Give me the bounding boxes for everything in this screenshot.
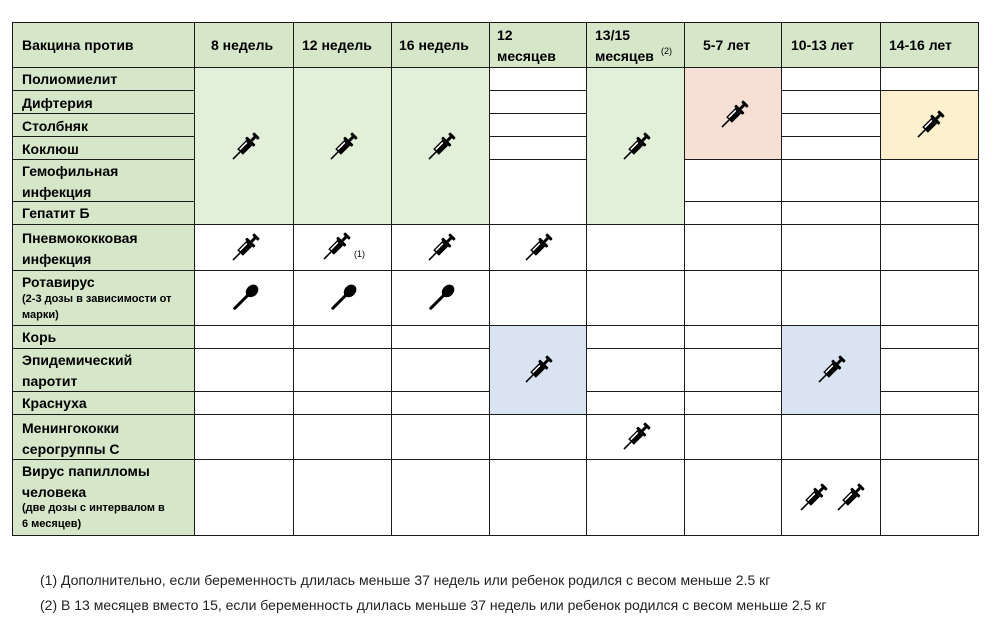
row-divider	[880, 90, 979, 91]
syringe-icon	[913, 108, 947, 147]
syringe-icon	[326, 130, 360, 169]
row-divider	[586, 348, 782, 349]
row-divider	[12, 90, 195, 91]
spoon-icon	[228, 281, 262, 320]
spoon-icon	[326, 281, 360, 320]
row-divider	[586, 391, 782, 392]
syringe-icon	[619, 130, 653, 169]
row-divider	[781, 201, 881, 202]
row-divider	[781, 113, 881, 114]
row-divider	[684, 159, 782, 160]
header-age-12-weeks: 12 недель	[302, 37, 372, 53]
row-label-diphtheria: Дифтерия	[22, 95, 93, 111]
footnote-1: (1) Дополнительно, если беременность длилась меньше 37 недель или ребенок родился с весом меньше 2.5 кг	[40, 572, 771, 588]
row-divider	[12, 391, 490, 392]
table-border-bottom	[12, 535, 979, 536]
row-note-rotavirus-line2: марки)	[22, 309, 59, 321]
spoon-icon	[424, 281, 458, 320]
syringe-icon	[833, 481, 867, 520]
header-age-13-15-months-unit: месяцев	[595, 48, 654, 64]
row-divider	[781, 136, 881, 137]
header-age-8-weeks: 8 недель	[211, 37, 274, 53]
row-label-hib-line2: инфекция	[22, 184, 92, 200]
row-label-mumps-line1: Эпидемический	[22, 352, 133, 368]
row-label-mumps-line2: паротит	[22, 373, 78, 389]
row-label-meningococcal-line1: Менингококки	[22, 420, 120, 436]
header-age-12-months-unit: месяцев	[497, 48, 556, 64]
header-age-5-7-years: 5-7 лет	[703, 37, 751, 53]
row-divider	[12, 270, 979, 271]
row-divider	[12, 348, 490, 349]
header-age-12-months-number: 12	[497, 27, 513, 43]
table-border-top	[12, 22, 979, 23]
syringe-icon	[228, 130, 262, 169]
row-label-meningococcal-line2: серогруппы С	[22, 441, 120, 457]
row-divider	[781, 90, 881, 91]
row-divider	[880, 201, 979, 202]
row-note-rotavirus-line1: (2-3 дозы в зависимости от	[22, 293, 172, 305]
row-divider	[684, 201, 782, 202]
row-divider	[12, 459, 979, 460]
row-divider	[489, 136, 587, 137]
cell-footnote-1-marker: (1)	[354, 249, 365, 259]
header-age-10-13-years: 10-13 лет	[791, 37, 854, 53]
syringe-icon	[619, 420, 653, 459]
row-divider	[489, 113, 587, 114]
row-label-pneumococcal-line1: Пневмококковая	[22, 230, 138, 246]
header-footnote-2-marker: (2)	[661, 46, 672, 56]
row-label-pneumococcal-line2: инфекция	[22, 251, 92, 267]
syringe-icon	[717, 98, 751, 137]
row-label-pertussis: Коклюш	[22, 141, 79, 157]
row-divider	[489, 159, 587, 160]
syringe-icon	[521, 353, 555, 392]
row-divider	[12, 224, 979, 225]
row-divider	[12, 113, 195, 114]
row-note-hpv-line1: (две дозы с интервалом в	[22, 502, 165, 514]
header-vaccine-column: Вакцина против	[22, 37, 134, 53]
syringe-icon	[521, 231, 555, 270]
row-divider	[12, 159, 195, 160]
syringe-icon	[228, 231, 262, 270]
row-divider	[880, 348, 979, 349]
row-label-polio: Полиомиелит	[22, 71, 118, 87]
row-label-tetanus: Столбняк	[22, 118, 88, 134]
header-age-14-16-years: 14-16 лет	[889, 37, 952, 53]
row-label-measles: Корь	[22, 329, 57, 345]
header-separator	[12, 67, 979, 68]
syringe-icon	[814, 353, 848, 392]
row-divider	[12, 414, 979, 415]
row-label-hpv-line2: человека	[22, 484, 87, 500]
syringe-icon	[319, 230, 353, 269]
header-age-16-weeks: 16 недель	[399, 37, 469, 53]
row-divider	[12, 325, 979, 326]
syringe-icon	[424, 231, 458, 270]
footnote-2: (2) В 13 месяцев вместо 15, если беременность длилась меньше 37 недель или ребенок родился с весом меньше 2.5 кг	[40, 597, 827, 613]
row-label-hpv-line1: Вирус папилломы	[22, 463, 150, 479]
syringe-icon	[796, 481, 830, 520]
row-divider	[12, 136, 195, 137]
row-label-rubella: Краснуха	[22, 395, 87, 411]
header-age-13-15-months-number: 13/15	[595, 27, 631, 43]
row-divider	[12, 201, 195, 202]
row-divider	[489, 90, 587, 91]
row-label-hib-line1: Гемофильная	[22, 163, 119, 179]
row-divider	[880, 159, 979, 160]
row-label-rotavirus: Ротавирус	[22, 274, 95, 290]
row-note-hpv-line2: 6 месяцев)	[22, 518, 82, 530]
row-label-hepatitis-b: Гепатит Б	[22, 205, 90, 221]
row-divider	[880, 391, 979, 392]
row-divider	[781, 159, 881, 160]
syringe-icon	[424, 130, 458, 169]
